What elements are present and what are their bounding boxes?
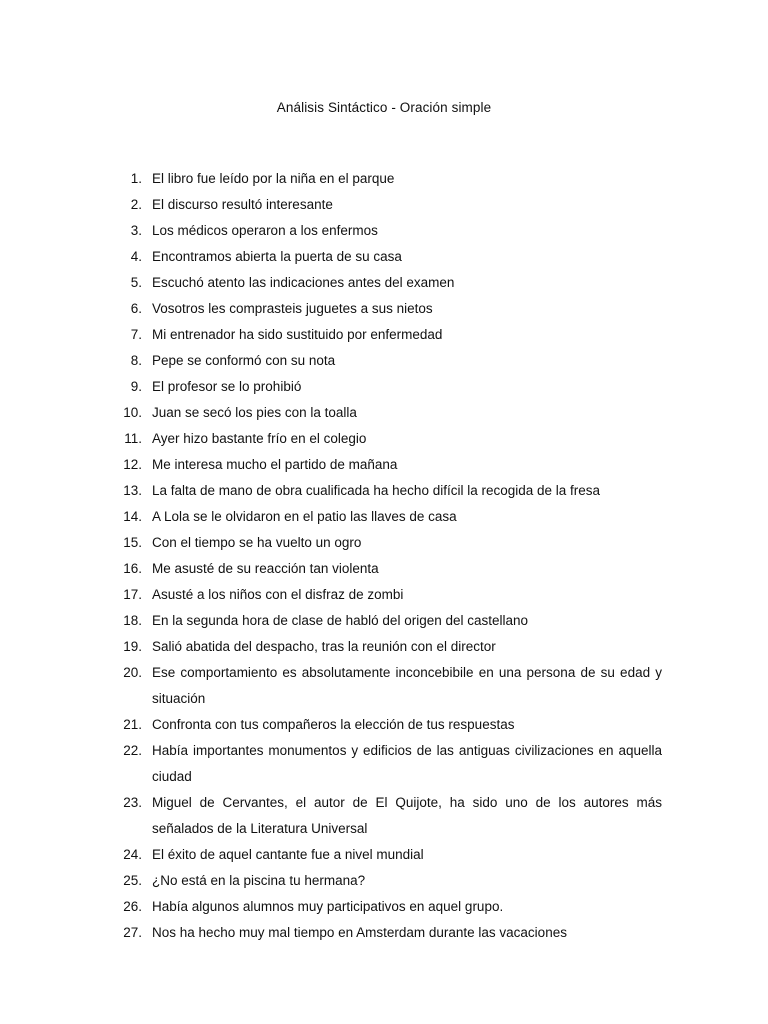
item-text: El profesor se lo prohibió bbox=[152, 379, 302, 394]
item-text: Ese comportamiento es absolutamente inconcebibile en una persona de su edad y situación bbox=[152, 665, 662, 706]
list-item bbox=[114, 348, 662, 374]
item-text: Confronta con tus compañeros la elección de tus respuestas bbox=[152, 717, 515, 732]
item-text: Mi entrenador ha sido sustituido por enfermedad bbox=[152, 327, 443, 342]
list-item bbox=[114, 504, 662, 530]
item-number: 7. bbox=[130, 327, 142, 342]
item-number: 24. bbox=[123, 847, 142, 862]
list-item bbox=[114, 452, 662, 478]
item-number: 11. bbox=[124, 431, 142, 446]
item-text: Miguel de Cervantes, el autor de El Quijote, ha sido uno de los autores más señalados de la Literatura Universal bbox=[152, 795, 662, 836]
list-item bbox=[114, 556, 662, 582]
item-number: 19. bbox=[123, 639, 142, 654]
item-number: 8. bbox=[130, 353, 142, 368]
item-number: 26. bbox=[123, 899, 142, 914]
item-number: 25. bbox=[123, 873, 142, 888]
list-item bbox=[114, 920, 662, 946]
item-text: Escuchó atento las indicaciones antes del examen bbox=[152, 275, 455, 290]
item-text: Me interesa mucho el partido de mañana bbox=[152, 457, 398, 472]
list-item bbox=[114, 400, 662, 426]
item-text: Vosotros les comprasteis juguetes a sus nietos bbox=[152, 301, 433, 316]
item-number: 5. bbox=[130, 275, 142, 290]
list-item bbox=[114, 244, 662, 270]
item-number: 20. bbox=[123, 665, 142, 680]
item-text: Ayer hizo bastante frío en el colegio bbox=[152, 431, 367, 446]
list-item bbox=[114, 842, 662, 868]
list-item bbox=[114, 270, 662, 296]
item-number: 1. bbox=[130, 171, 142, 186]
list-item bbox=[114, 634, 662, 660]
list-item bbox=[114, 738, 662, 790]
item-text: ¿No está en la piscina tu hermana? bbox=[152, 873, 366, 888]
list-item bbox=[114, 582, 662, 608]
page-title: Análisis Sintáctico - Oración simple bbox=[276, 100, 492, 115]
item-text: En la segunda hora de clase de habló del origen del castellano bbox=[152, 613, 529, 628]
item-number: 3. bbox=[130, 223, 142, 238]
list-item bbox=[114, 530, 662, 556]
item-text: Nos ha hecho muy mal tiempo en Amsterdam durante las vacaciones bbox=[152, 925, 567, 940]
item-number: 17. bbox=[123, 587, 142, 602]
list-item bbox=[114, 790, 662, 842]
list-item bbox=[114, 296, 662, 322]
item-text: Con el tiempo se ha vuelto un ogro bbox=[152, 535, 362, 550]
item-number: 18. bbox=[123, 613, 142, 628]
item-text: A Lola se le olvidaron en el patio las llaves de casa bbox=[152, 509, 457, 524]
item-number: 10. bbox=[123, 405, 142, 420]
item-number: 27. bbox=[123, 925, 142, 940]
item-number: 16. bbox=[123, 561, 142, 576]
item-text: La falta de mano de obra cualificada ha hecho difícil la recogida de la fresa bbox=[152, 483, 601, 498]
item-text: Pepe se conformó con su nota bbox=[152, 353, 336, 368]
list-item bbox=[114, 478, 662, 504]
list-item bbox=[114, 894, 662, 920]
item-number: 4. bbox=[130, 249, 142, 264]
item-text: Había algunos alumnos muy participativos en aquel grupo. bbox=[152, 899, 504, 914]
item-number: 15. bbox=[123, 535, 142, 550]
item-number: 12. bbox=[123, 457, 142, 472]
item-text: Encontramos abierta la puerta de su casa bbox=[152, 249, 402, 264]
list-item bbox=[114, 322, 662, 348]
item-number: 23. bbox=[123, 795, 142, 810]
list-item bbox=[114, 712, 662, 738]
sentence-list bbox=[114, 166, 662, 946]
list-item bbox=[114, 218, 662, 244]
item-text: Los médicos operaron a los enfermos bbox=[152, 223, 378, 238]
list-item bbox=[114, 374, 662, 400]
item-text: Había importantes monumentos y edificios de las antiguas civilizaciones en aquella ciudad bbox=[152, 743, 662, 784]
item-text: Me asusté de su reacción tan violenta bbox=[152, 561, 379, 576]
item-text: El discurso resultó interesante bbox=[152, 197, 333, 212]
item-text: El éxito de aquel cantante fue a nivel mundial bbox=[152, 847, 424, 862]
list-item bbox=[114, 166, 662, 192]
item-text: Juan se secó los pies con la toalla bbox=[152, 405, 357, 420]
list-item bbox=[114, 608, 662, 634]
item-number: 22. bbox=[123, 743, 142, 758]
item-number: 14. bbox=[123, 509, 142, 524]
item-number: 6. bbox=[130, 301, 142, 316]
item-number: 2. bbox=[130, 197, 142, 212]
list-item bbox=[114, 426, 662, 452]
item-number: 21. bbox=[123, 717, 142, 732]
item-text: El libro fue leído por la niña en el parque bbox=[152, 171, 395, 186]
list-item bbox=[114, 192, 662, 218]
list-item bbox=[114, 660, 662, 712]
item-text: Salió abatida del despacho, tras la reunión con el director bbox=[152, 639, 496, 654]
item-number: 13. bbox=[123, 483, 142, 498]
item-number: 9. bbox=[130, 379, 142, 394]
list-item bbox=[114, 868, 662, 894]
item-text: Asusté a los niños con el disfraz de zombi bbox=[152, 587, 404, 602]
